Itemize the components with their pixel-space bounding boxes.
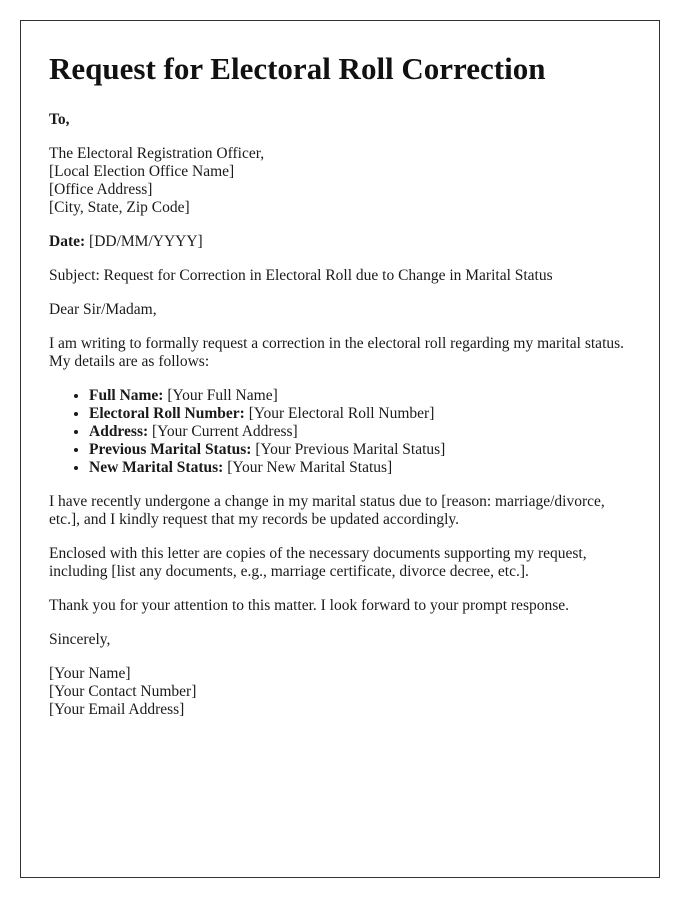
letter-title: Request for Electoral Roll Correction [49,51,546,86]
recipient-line-2: [Local Election Office Name] [49,163,235,180]
details-list [49,387,631,477]
list-item-new-marital-status [89,459,631,477]
list-item-electoral-roll-number [89,405,631,423]
letter-page [20,20,660,878]
enclosed-paragraph: Enclosed with this letter are copies of the necessary documents supporting my request, including [list any documents, e.g., marriage certificate, divorce decree, etc.]. [49,545,587,580]
list-item-previous-marital-status [89,441,631,459]
detail-value: [Your Electoral Roll Number] [244,405,435,422]
thanks-paragraph: Thank you for your attention to this matter. I look forward to your prompt response. [49,597,570,614]
intro-paragraph: I am writing to formally request a correction in the electoral roll regarding my marital status. My details are as follows: [49,335,625,370]
recipient-line-4: [City, State, Zip Code] [49,199,190,216]
detail-label: Electoral Roll Number: [89,405,245,422]
list-item-address [89,423,631,441]
detail-label: Previous Marital Status: [89,441,252,458]
recipient-address [49,145,631,217]
date-value: [DD/MM/YYYY] [85,233,203,250]
detail-value: [Your Current Address] [148,423,298,440]
date-line [49,233,631,251]
signature-name: [Your Name] [49,665,131,682]
detail-value: [Your New Marital Status] [223,459,393,476]
to-label: To, [49,111,70,128]
salutation: Dear Sir/Madam, [49,301,157,318]
signature-block [49,665,631,719]
recipient-line-1: The Electoral Registration Officer, [49,145,265,162]
detail-label: Address: [89,423,149,440]
list-item-full-name [89,387,631,405]
detail-value: [Your Full Name] [163,387,278,404]
change-paragraph: I have recently undergone a change in my marital status due to [reason: marriage/divorce, etc.], and I kindly request that my records be updated accordingly. [49,493,605,528]
detail-value: [Your Previous Marital Status] [251,441,446,458]
recipient-line-3: [Office Address] [49,181,153,198]
signature-email: [Your Email Address] [49,701,185,718]
closing: Sincerely, [49,631,111,648]
signature-contact: [Your Contact Number] [49,683,197,700]
subject-line: Subject: Request for Correction in Electoral Roll due to Change in Marital Status [49,267,553,284]
detail-label: New Marital Status: [89,459,224,476]
date-label: Date: [49,233,86,250]
detail-label: Full Name: [89,387,164,404]
